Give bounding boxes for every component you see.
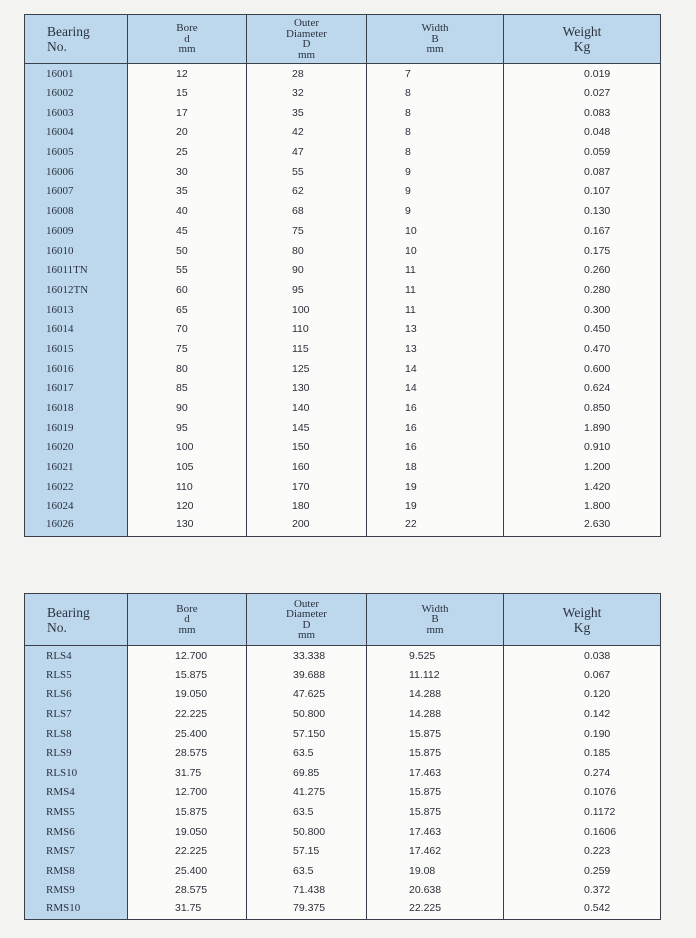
header-bore <box>128 594 247 646</box>
bearing-no-cell: 16011TN <box>25 260 128 280</box>
bore-cell: 80 <box>128 359 247 379</box>
bearing-no-cell: 16002 <box>25 83 128 103</box>
table-row <box>25 477 661 497</box>
bearing-no-cell: 16012TN <box>25 280 128 300</box>
weight-cell: 0.850 <box>504 398 661 418</box>
bearing-no-cell: 16018 <box>25 398 128 418</box>
outer-diameter-cell: 100 <box>247 300 367 320</box>
table-row <box>25 319 661 339</box>
bearing-no-cell: 16007 <box>25 182 128 202</box>
bearing-no-cell: RMS8 <box>25 861 128 881</box>
outer-diameter-cell: 57.15 <box>247 841 367 861</box>
weight-cell: 0.624 <box>504 379 661 399</box>
outer-diameter-cell: 35 <box>247 103 367 123</box>
outer-diameter-cell: 80 <box>247 241 367 261</box>
bearing-no-cell: 16017 <box>25 379 128 399</box>
header-bore-line-2: mm <box>178 43 196 56</box>
bore-cell: 130 <box>128 516 247 536</box>
bearing-no-cell: RMS7 <box>25 841 128 861</box>
width-cell: 16 <box>367 398 504 418</box>
bearing-no-cell: RMS6 <box>25 822 128 842</box>
bearing-no-cell: 16019 <box>25 418 128 438</box>
table-row <box>25 359 661 379</box>
width-cell: 14.288 <box>367 685 504 705</box>
bearing-no-cell: 16004 <box>25 123 128 143</box>
bearing-no-cell: 16005 <box>25 142 128 162</box>
bore-cell: 15 <box>128 83 247 103</box>
width-cell: 14 <box>367 379 504 399</box>
outer-diameter-cell: 41.275 <box>247 783 367 803</box>
width-cell: 17.463 <box>367 763 504 783</box>
bore-cell: 85 <box>128 379 247 399</box>
bore-cell: 15.875 <box>128 802 247 822</box>
header-weight <box>504 594 661 646</box>
weight-cell: 0.190 <box>504 724 661 744</box>
header-width <box>367 15 504 64</box>
weight-cell: 0.260 <box>504 260 661 280</box>
weight-cell: 0.120 <box>504 685 661 705</box>
bearing-no-cell: 16024 <box>25 497 128 517</box>
table-row <box>25 646 661 666</box>
weight-cell: 1.890 <box>504 418 661 438</box>
bearing-no-cell: RLS4 <box>25 646 128 666</box>
weight-cell: 0.259 <box>504 861 661 881</box>
bearing-no-cell: 16009 <box>25 221 128 241</box>
width-cell: 16 <box>367 418 504 438</box>
width-cell: 10 <box>367 221 504 241</box>
bearing-no-cell: RMS9 <box>25 881 128 901</box>
bearing-no-cell: 16016 <box>25 359 128 379</box>
header-width-line-0: Width <box>421 22 449 35</box>
weight-cell: 0.372 <box>504 881 661 901</box>
table-row <box>25 201 661 221</box>
weight-cell: 0.167 <box>504 221 661 241</box>
outer-diameter-cell: 33.338 <box>247 646 367 666</box>
width-cell: 14.288 <box>367 704 504 724</box>
outer-diameter-cell: 90 <box>247 260 367 280</box>
outer-diameter-cell: 110 <box>247 319 367 339</box>
outer-diameter-cell: 50.800 <box>247 704 367 724</box>
table-row <box>25 83 661 103</box>
outer-diameter-cell: 160 <box>247 457 367 477</box>
bore-cell: 12.700 <box>128 783 247 803</box>
bore-cell: 100 <box>128 438 247 458</box>
table-row <box>25 162 661 182</box>
width-cell: 14 <box>367 359 504 379</box>
outer-diameter-cell: 130 <box>247 379 367 399</box>
width-cell: 19 <box>367 497 504 517</box>
outer-diameter-cell: 62 <box>247 182 367 202</box>
header-weight-line-1: Kg <box>573 619 591 635</box>
width-cell: 19 <box>367 477 504 497</box>
header-outer-line-2: D <box>302 38 311 50</box>
width-cell: 11.112 <box>367 665 504 685</box>
bearing-no-cell: RLS8 <box>25 724 128 744</box>
header-outer-diameter <box>247 594 367 646</box>
bore-cell: 12.700 <box>128 646 247 666</box>
bore-cell: 105 <box>128 457 247 477</box>
weight-cell: 0.470 <box>504 339 661 359</box>
bore-cell: 22.225 <box>128 704 247 724</box>
table-body <box>25 646 661 920</box>
weight-cell: 1.800 <box>504 497 661 517</box>
header-bore-line-0: Bore <box>176 22 198 35</box>
bearing-no-cell: RLS6 <box>25 685 128 705</box>
bore-cell: 31.75 <box>128 763 247 783</box>
weight-cell: 0.038 <box>504 646 661 666</box>
weight-cell: 0.910 <box>504 438 661 458</box>
header-width-line-0: Width <box>421 602 449 615</box>
weight-cell: 0.027 <box>504 83 661 103</box>
header-width-line-1: B <box>431 32 439 45</box>
width-cell: 15.875 <box>367 724 504 744</box>
table-row <box>25 763 661 783</box>
weight-cell: 0.600 <box>504 359 661 379</box>
table-row <box>25 280 661 300</box>
bore-cell: 28.575 <box>128 881 247 901</box>
bearing-table-inch-series <box>24 593 661 920</box>
bearing-no-cell: 16015 <box>25 339 128 359</box>
weight-cell: 0.048 <box>504 123 661 143</box>
bearing-no-cell: 16010 <box>25 241 128 261</box>
table-row <box>25 64 661 84</box>
bore-cell: 70 <box>128 319 247 339</box>
weight-cell: 2.630 <box>504 516 661 536</box>
outer-diameter-cell: 47.625 <box>247 685 367 705</box>
header-width-line-2: mm <box>426 43 444 56</box>
table-row <box>25 103 661 123</box>
bore-cell: 90 <box>128 398 247 418</box>
bore-cell: 60 <box>128 280 247 300</box>
width-cell: 8 <box>367 142 504 162</box>
header-outer-line-3: mm <box>297 48 316 61</box>
outer-diameter-cell: 125 <box>247 359 367 379</box>
weight-cell: 0.1172 <box>504 802 661 822</box>
outer-diameter-cell: 55 <box>247 162 367 182</box>
weight-cell: 0.1076 <box>504 783 661 803</box>
outer-diameter-cell: 32 <box>247 83 367 103</box>
weight-cell: 0.542 <box>504 900 661 920</box>
table-row <box>25 704 661 724</box>
header-weight-line-0: Weight <box>562 24 602 39</box>
table-header-row <box>25 15 661 64</box>
table-row <box>25 861 661 881</box>
outer-diameter-cell: 57.150 <box>247 724 367 744</box>
table-row <box>25 300 661 320</box>
header-weight-line-1: Kg <box>573 39 591 54</box>
bore-cell: 55 <box>128 260 247 280</box>
table-body <box>25 64 661 537</box>
weight-cell: 0.274 <box>504 763 661 783</box>
width-cell: 22 <box>367 516 504 536</box>
table-row <box>25 438 661 458</box>
header-no-line-0: Bearing <box>47 24 90 39</box>
table-row <box>25 142 661 162</box>
header-outer-line-1: Diameter <box>286 608 327 620</box>
header-bearing-no <box>25 594 128 646</box>
header-outer-diameter <box>247 15 367 64</box>
weight-cell: 0.142 <box>504 704 661 724</box>
table-row <box>25 221 661 241</box>
weight-cell: 1.200 <box>504 457 661 477</box>
weight-cell: 1.420 <box>504 477 661 497</box>
outer-diameter-cell: 75 <box>247 221 367 241</box>
width-cell: 9 <box>367 162 504 182</box>
bore-cell: 65 <box>128 300 247 320</box>
width-cell: 16 <box>367 438 504 458</box>
outer-diameter-cell: 42 <box>247 123 367 143</box>
header-bore-line-0: Bore <box>176 602 198 615</box>
width-cell: 20.638 <box>367 881 504 901</box>
table-row <box>25 398 661 418</box>
outer-diameter-cell: 63.5 <box>247 802 367 822</box>
header-width-line-1: B <box>431 613 439 626</box>
outer-diameter-cell: 39.688 <box>247 665 367 685</box>
width-cell: 9 <box>367 182 504 202</box>
width-cell: 11 <box>367 280 504 300</box>
bore-cell: 25.400 <box>128 724 247 744</box>
table-row <box>25 241 661 261</box>
bearing-no-cell: 16008 <box>25 201 128 221</box>
header-outer-line-0: Outer <box>293 597 320 610</box>
header-outer-line-0: Outer <box>293 17 320 29</box>
outer-diameter-cell: 63.5 <box>247 861 367 881</box>
weight-cell: 0.019 <box>504 64 661 84</box>
table-row <box>25 743 661 763</box>
table-row <box>25 457 661 477</box>
bore-cell: 19.050 <box>128 685 247 705</box>
table-row <box>25 802 661 822</box>
bearing-no-cell: 16026 <box>25 516 128 536</box>
outer-diameter-cell: 63.5 <box>247 743 367 763</box>
bearing-no-cell: 16020 <box>25 438 128 458</box>
weight-cell: 0.300 <box>504 300 661 320</box>
bore-cell: 35 <box>128 182 247 202</box>
table-row <box>25 685 661 705</box>
width-cell: 15.875 <box>367 783 504 803</box>
outer-diameter-cell: 47 <box>247 142 367 162</box>
weight-cell: 0.107 <box>504 182 661 202</box>
table-row <box>25 497 661 517</box>
bore-cell: 45 <box>128 221 247 241</box>
bore-cell: 20 <box>128 123 247 143</box>
width-cell: 22.225 <box>367 900 504 920</box>
width-cell: 15.875 <box>367 743 504 763</box>
width-cell: 8 <box>367 103 504 123</box>
outer-diameter-cell: 68 <box>247 201 367 221</box>
outer-diameter-cell: 170 <box>247 477 367 497</box>
outer-diameter-cell: 140 <box>247 398 367 418</box>
width-cell: 9 <box>367 201 504 221</box>
header-weight <box>504 15 661 64</box>
bearing-no-cell: RLS10 <box>25 763 128 783</box>
weight-cell: 0.223 <box>504 841 661 861</box>
width-cell: 15.875 <box>367 802 504 822</box>
bearing-no-cell: RLS7 <box>25 704 128 724</box>
header-no-line-1: No. <box>47 619 67 635</box>
outer-diameter-cell: 95 <box>247 280 367 300</box>
bearing-no-cell: 16001 <box>25 64 128 84</box>
bore-cell: 110 <box>128 477 247 497</box>
bore-cell: 31.75 <box>128 900 247 920</box>
weight-cell: 0.280 <box>504 280 661 300</box>
bore-cell: 50 <box>128 241 247 261</box>
header-bore-line-1: d <box>184 32 190 45</box>
bearing-no-cell: RMS4 <box>25 783 128 803</box>
header-no-line-1: No. <box>47 39 67 54</box>
table-row <box>25 379 661 399</box>
width-cell: 11 <box>367 300 504 320</box>
header-bore-line-2: mm <box>178 623 196 636</box>
weight-cell: 0.450 <box>504 319 661 339</box>
header-outer-line-1: Diameter <box>286 27 327 40</box>
width-cell: 8 <box>367 123 504 143</box>
width-cell: 13 <box>367 319 504 339</box>
bore-cell: 22.225 <box>128 841 247 861</box>
bearing-table-16000-series <box>24 14 661 537</box>
table-row <box>25 900 661 920</box>
header-width-line-2: mm <box>426 623 444 636</box>
header-bore-line-1: d <box>184 613 190 626</box>
bore-cell: 28.575 <box>128 743 247 763</box>
bearing-no-cell: RLS9 <box>25 743 128 763</box>
width-cell: 17.462 <box>367 841 504 861</box>
width-cell: 17.463 <box>367 822 504 842</box>
outer-diameter-cell: 180 <box>247 497 367 517</box>
width-cell: 11 <box>367 260 504 280</box>
table-row <box>25 516 661 536</box>
table-row <box>25 783 661 803</box>
outer-diameter-cell: 200 <box>247 516 367 536</box>
table-row <box>25 418 661 438</box>
bore-cell: 25.400 <box>128 861 247 881</box>
header-width <box>367 594 504 646</box>
bore-cell: 75 <box>128 339 247 359</box>
bearing-no-cell: 16014 <box>25 319 128 339</box>
outer-diameter-cell: 145 <box>247 418 367 438</box>
outer-diameter-cell: 79.375 <box>247 900 367 920</box>
outer-diameter-cell: 71.438 <box>247 881 367 901</box>
table-row <box>25 724 661 744</box>
table-row <box>25 841 661 861</box>
table-row <box>25 123 661 143</box>
outer-diameter-cell: 115 <box>247 339 367 359</box>
weight-cell: 0.1606 <box>504 822 661 842</box>
bearing-no-cell: 16021 <box>25 457 128 477</box>
bore-cell: 120 <box>128 497 247 517</box>
outer-diameter-cell: 69.85 <box>247 763 367 783</box>
table-row <box>25 182 661 202</box>
bearing-no-cell: 16022 <box>25 477 128 497</box>
bore-cell: 95 <box>128 418 247 438</box>
table-header-row <box>25 594 661 646</box>
bearing-no-cell: 16013 <box>25 300 128 320</box>
weight-cell: 0.130 <box>504 201 661 221</box>
bearing-no-cell: 16003 <box>25 103 128 123</box>
weight-cell: 0.185 <box>504 743 661 763</box>
weight-cell: 0.087 <box>504 162 661 182</box>
bore-cell: 19.050 <box>128 822 247 842</box>
bore-cell: 25 <box>128 142 247 162</box>
table-row <box>25 881 661 901</box>
bearing-no-cell: RMS5 <box>25 802 128 822</box>
outer-diameter-cell: 50.800 <box>247 822 367 842</box>
bearing-no-cell: RLS5 <box>25 665 128 685</box>
table-row <box>25 339 661 359</box>
outer-diameter-cell: 150 <box>247 438 367 458</box>
width-cell: 9.525 <box>367 646 504 666</box>
width-cell: 19.08 <box>367 861 504 881</box>
bore-cell: 15.875 <box>128 665 247 685</box>
table-row <box>25 260 661 280</box>
bore-cell: 30 <box>128 162 247 182</box>
header-bearing-no <box>25 15 128 64</box>
weight-cell: 0.059 <box>504 142 661 162</box>
width-cell: 10 <box>367 241 504 261</box>
weight-cell: 0.175 <box>504 241 661 261</box>
weight-cell: 0.067 <box>504 665 661 685</box>
header-no-line-0: Bearing <box>47 604 90 620</box>
bore-cell: 17 <box>128 103 247 123</box>
header-outer-line-3: mm <box>297 629 316 641</box>
outer-diameter-cell: 28 <box>247 64 367 84</box>
width-cell: 7 <box>367 64 504 84</box>
bearing-no-cell: RMS10 <box>25 900 128 920</box>
header-weight-line-0: Weight <box>562 604 602 620</box>
weight-cell: 0.083 <box>504 103 661 123</box>
bore-cell: 40 <box>128 201 247 221</box>
table-row <box>25 822 661 842</box>
header-bore <box>128 15 247 64</box>
table-row <box>25 665 661 685</box>
bore-cell: 12 <box>128 64 247 84</box>
bearing-no-cell: 16006 <box>25 162 128 182</box>
width-cell: 8 <box>367 83 504 103</box>
width-cell: 13 <box>367 339 504 359</box>
width-cell: 18 <box>367 457 504 477</box>
header-outer-line-2: D <box>302 618 311 631</box>
